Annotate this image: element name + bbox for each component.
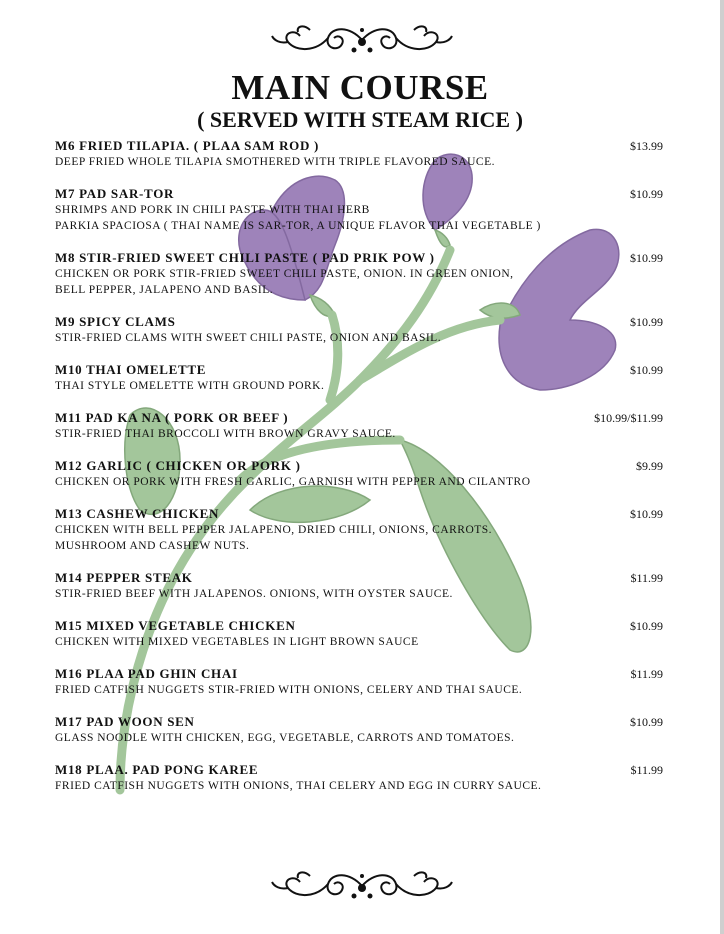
item-description: CHICKEN OR PORK WITH FRESH GARLIC, GARNISH WITH PEPPER AND CILANTRO (55, 476, 531, 488)
menu-item (55, 410, 665, 442)
item-description: THAI STYLE OMELETTE WITH GROUND PORK. (55, 380, 325, 392)
item-name: M7 PAD SAR-TOR (55, 186, 175, 201)
item-price: $10.99 (630, 251, 663, 265)
item-description: FRIED CATFISH NUGGETS WITH ONIONS, THAI CELERY AND EGG IN CURRY SAUCE. (55, 780, 542, 792)
menu-item (55, 362, 665, 394)
item-price: $11.99 (630, 571, 663, 585)
menu-item (55, 250, 665, 298)
item-name: M10 THAI OMELETTE (55, 362, 207, 377)
item-description: DEEP FRIED WHOLE TILAPIA SMOTHERED WITH TRIPLE FLAVORED SAUCE. (55, 156, 496, 168)
item-description: STIR-FRIED THAI BROCCOLI WITH BROWN GRAVY SAUCE. (55, 428, 396, 440)
item-price: $10.99 (630, 507, 663, 521)
menu-title: MAIN COURSE (231, 68, 489, 107)
menu-item (55, 506, 665, 554)
menu-item (55, 458, 665, 490)
menu-item (55, 714, 665, 746)
item-description: SHRIMPS AND PORK IN CHILI PASTE WITH THAI HERB (55, 204, 370, 216)
item-price: $10.99 (630, 619, 663, 633)
item-name: M15 MIXED VEGETABLE CHICKEN (55, 618, 296, 633)
item-price: $13.99 (630, 139, 663, 153)
item-price: $9.99 (636, 459, 663, 473)
scroll-ornament-icon (270, 868, 454, 904)
item-description: GLASS NOODLE WITH CHICKEN, EGG, VEGETABLE, CARROTS AND TOMATOES. (55, 732, 515, 744)
item-description: CHICKEN OR PORK STIR-FRIED SWEET CHILI PASTE, ONION. IN GREEN ONION, (55, 268, 514, 280)
item-name: M11 PAD KA NA ( PORK OR BEEF ) (55, 410, 289, 425)
menu-item (55, 666, 665, 698)
item-description: PARKIA SPACIOSA ( THAI NAME IS SAR-TOR, A UNIQUE FLAVOR THAI VEGETABLE ) (55, 220, 541, 232)
item-price: $10.99 (630, 187, 663, 201)
item-price: $10.99 (630, 715, 663, 729)
item-name: M8 STIR-FRIED SWEET CHILI PASTE ( PAD PRIK POW ) (55, 250, 435, 265)
item-name: M17 PAD WOON SEN (55, 714, 195, 729)
item-description: FRIED CATFISH NUGGETS STIR-FRIED WITH ONIONS, CELERY AND THAI SAUCE. (55, 684, 523, 696)
item-description: STIR-FRIED BEEF WITH JALAPENOS. ONIONS, WITH OYSTER SAUCE. (55, 588, 453, 600)
menu-item (55, 762, 665, 794)
item-price: $11.99 (630, 667, 663, 681)
item-description: STIR-FRIED CLAMS WITH SWEET CHILI PASTE, ONION AND BASIL. (55, 332, 442, 344)
item-name: M13 CASHEW CHICKEN (55, 506, 220, 521)
menu-item (55, 618, 665, 650)
item-price: $10.99 (630, 315, 663, 329)
item-name: M12 GARLIC ( CHICKEN OR PORK ) (55, 458, 301, 473)
item-price: $10.99/$11.99 (594, 411, 663, 425)
item-price: $10.99 (630, 363, 663, 377)
item-name: M14 PEPPER STEAK (55, 570, 193, 585)
item-price: $11.99 (630, 763, 663, 777)
item-description: BELL PEPPER, JALAPENO AND BASIL. (55, 284, 274, 296)
item-description: CHICKEN WITH BELL PEPPER JALAPENO, DRIED CHILI, ONIONS, CARROTS. (55, 524, 493, 536)
item-description: MUSHROOM AND CASHEW NUTS. (55, 540, 250, 552)
item-description: CHICKEN WITH MIXED VEGETABLES IN LIGHT BROWN SAUCE (55, 636, 419, 648)
menu-item (55, 570, 665, 602)
menu-subtitle: ( SERVED WITH STEAM RICE ) (197, 107, 523, 132)
menu-item (55, 314, 665, 346)
item-name: M9 SPICY CLAMS (55, 314, 176, 329)
item-name: M6 FRIED TILAPIA. ( PLAA SAM ROD ) (55, 138, 320, 153)
menu-item (55, 186, 665, 234)
item-name: M16 PLAA PAD GHIN CHAI (55, 666, 238, 681)
menu-item (55, 138, 665, 170)
item-name: M18 PLAA. PAD PONG KAREE (55, 762, 259, 777)
